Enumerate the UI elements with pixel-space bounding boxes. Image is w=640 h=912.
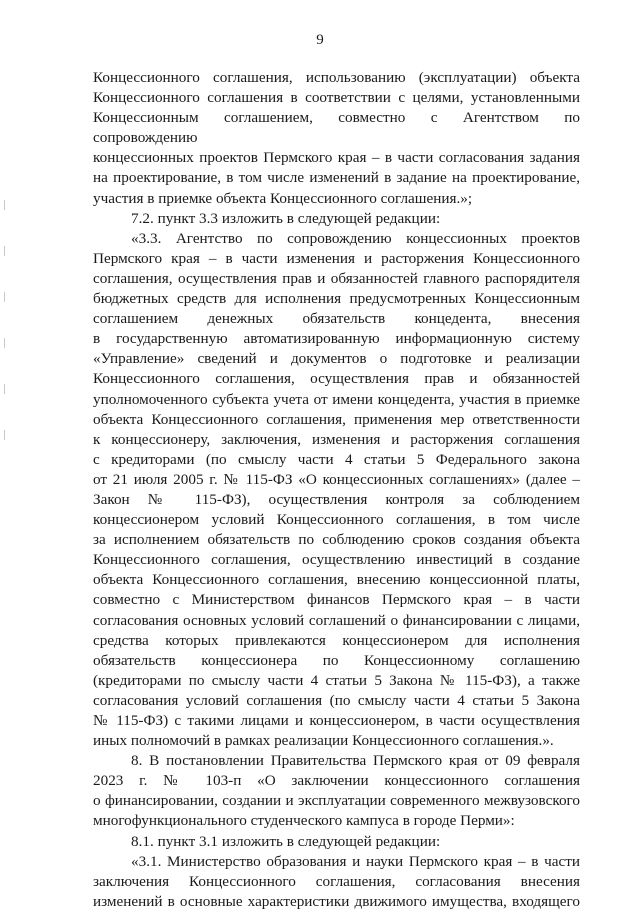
scan-mark — [4, 430, 5, 440]
text-line: «Управление» сведений и документов о подготовке и реализации — [93, 350, 580, 368]
text-line: от 21 июля 2005 г. № 115-ФЗ «О концессионных соглашениях» (далее – — [93, 470, 580, 488]
text-line: концессионных проектов Пермского края – в части согласования задания — [93, 149, 580, 167]
text-line: № 115-ФЗ) с такими лицами и концессионером, в части осуществления — [93, 712, 580, 729]
text-line: Концессионного соглашения, осуществления прав и обязанностей — [93, 370, 580, 388]
text-line: за исполнением обязательств по соблюдению сроков создания объекта — [93, 531, 580, 549]
text-line: Концессионного соглашения, использованию (эксплуатации) объекта — [93, 69, 580, 86]
text-line: бюджетных средств для исполнения предусмотренных Концессионным — [93, 290, 580, 308]
text-line: соглашения, осуществления прав и обязанностей главного распорядителя — [93, 269, 580, 287]
text-line: 7.2. пункт 3.3 изложить в следующей редакции: — [131, 209, 441, 227]
scan-mark — [4, 292, 5, 302]
text-line: согласования основных условий соглашений о финансировании с лицами, — [93, 611, 580, 629]
text-line: «3.1. Министерство образования и науки Пермского края – в части — [131, 852, 580, 870]
text-line: о финансировании, создании и эксплуатации современного межвузовского — [93, 792, 580, 810]
text-line: согласования условий соглашения (по смыслу части 4 статьи 5 Закона — [93, 691, 580, 709]
text-line: Концессионного соглашения, осуществлению инвестиций в создание — [93, 551, 580, 569]
text-line: Пермского края – в части изменения и расторжения Концессионного — [93, 249, 580, 267]
scan-margin-marks — [2, 200, 8, 500]
text-line: средства которых привлекаются концессионером для исполнения — [93, 631, 580, 649]
text-line: совместно с Министерством финансов Пермского края – в части — [93, 591, 580, 609]
text-line: (кредиторами по смыслу части 4 статьи 5 Закона № 115-ФЗ), а также — [93, 671, 580, 689]
text-line: объекта Концессионного соглашения, применения мер ответственности — [93, 410, 580, 428]
text-line: Концессионного соглашения в соответствии с целями, установленными — [93, 89, 580, 107]
text-line: концессионером условий Концессионного соглашения, в том числе — [93, 511, 580, 529]
text-line: на проектирование, в том числе изменений в задание на проектирование, — [93, 169, 580, 187]
text-line: уполномоченного субъекта учета от имени концедента, участия в приемке — [93, 390, 580, 408]
page-number: 9 — [316, 32, 324, 48]
text-line: с кредиторами (по смыслу части 4 статьи 5 Федерального закона — [93, 450, 580, 468]
scan-mark — [4, 338, 5, 348]
text-line: в государственную автоматизированную информационную систему — [93, 330, 580, 348]
text-line: Концессионным соглашением, совместно с Агентством по сопровождению — [93, 109, 580, 147]
text-line: Закон № 115-ФЗ), осуществления контроля за соблюдением — [93, 490, 580, 508]
scan-mark — [4, 200, 5, 210]
text-line: обязательств концессионера по Концессионному соглашению — [93, 651, 580, 669]
text-line: «3.3. Агентство по сопровождению концессионных проектов — [131, 229, 580, 247]
scan-mark — [4, 384, 5, 394]
text-line: 8.1. пункт 3.1 изложить в следующей редакции: — [131, 832, 441, 850]
text-line: заключения Концессионного соглашения, согласования внесения — [93, 872, 580, 890]
text-line: к концессионеру, заключения, изменения и расторжения соглашения — [93, 430, 580, 448]
text-line: иных полномочий в рамках реализации Концессионного соглашения.». — [93, 732, 554, 750]
text-line: 2023 г. № 103-п «О заключении концессионного соглашения — [93, 772, 580, 790]
text-line: соглашением денежных обязательств концедента, внесения — [93, 310, 580, 328]
text-line: участия в приемке объекта Концессионного соглашения.»; — [93, 189, 473, 207]
scan-mark — [4, 246, 5, 256]
text-line: 8. В постановлении Правительства Пермского края от 09 февраля — [131, 752, 580, 770]
text-line: объекта Концессионного соглашения, внесению концессионной платы, — [93, 571, 580, 589]
document-body — [93, 68, 580, 912]
text-line: изменений в основные характеристики движимого имущества, входящего — [93, 892, 580, 910]
text-line: многофункционального студенческого кампуса в городе Перми»: — [93, 812, 515, 830]
